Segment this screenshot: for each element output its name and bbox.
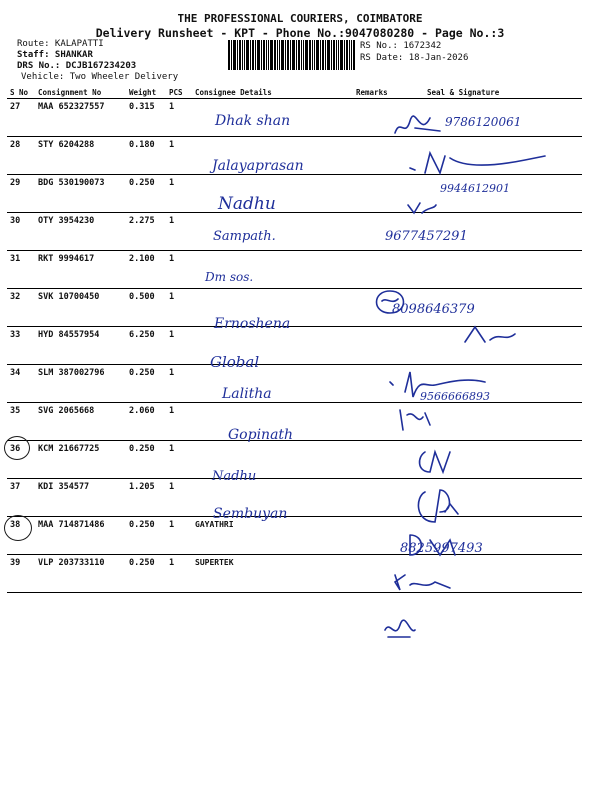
row-seal-signature [403,327,582,365]
handwritten-consignee-name: Nadhu [212,468,257,484]
document-title: THE PROFESSIONAL COURIERS, COIMBATORE [177,12,423,25]
row-consignee [192,175,353,213]
row-consignee [192,289,353,327]
row-pcs: 1 [166,441,192,479]
table-row [7,365,582,403]
row-weight: 0.315 [126,99,166,137]
row-remarks [353,175,403,213]
row-remarks [353,441,403,479]
row-sno: 31 [7,251,35,289]
table-row [7,403,582,441]
row-consignee [192,327,353,365]
row-weight: 2.275 [126,213,166,251]
row-weight: 0.250 [126,365,166,403]
row-consignee [192,365,353,403]
barcode-icon [228,40,355,70]
row-seal-signature [403,289,582,327]
row-consignment-no: STY 6204288 [35,137,126,175]
handwritten-consignee-name: Ernoshena [214,315,291,332]
row-seal-signature [403,441,582,479]
row-weight: 2.060 [126,403,166,441]
table-row [7,517,582,555]
handwritten-consignee-name: Gopinath [228,427,294,444]
row-pcs: 1 [166,175,192,213]
row-remarks [353,99,403,137]
table-row [7,251,582,289]
row-sno: 36 [7,441,35,479]
row-seal-signature [403,99,582,137]
handwritten-phone-number: 9944612901 [440,181,510,195]
row-seal-signature [403,251,582,289]
col-header-consignment: Consignment No [35,87,126,99]
row-consignment-no: SVG 2065668 [35,403,126,441]
row-weight: 0.250 [126,175,166,213]
row-sno: 38 [7,517,35,555]
table-row [7,99,582,137]
row-remarks [353,289,403,327]
row-remarks [353,327,403,365]
row-sno: 33 [7,327,35,365]
row-pcs: 1 [166,99,192,137]
row-sno: 35 [7,403,35,441]
row-seal-signature [403,403,582,441]
row-sno: 32 [7,289,35,327]
drs-label: DRS No.: DCJB167234203 [17,61,137,71]
row-weight: 0.500 [126,289,166,327]
signature-icon [380,615,420,645]
row-consignment-no: KCM 21667725 [35,441,126,479]
row-weight: 6.250 [126,327,166,365]
row-pcs: 1 [166,555,192,593]
row-weight: 0.250 [126,555,166,593]
table-row [7,137,582,175]
handwritten-phone-number: 9677457291 [385,228,468,244]
row-consignee [192,403,353,444]
row-consignment-no: VLP 203733110 [35,555,126,593]
handwritten-consignee-name: Sembuyan [213,506,288,522]
row-pcs: 1 [166,403,192,441]
document-subtitle: Delivery Runsheet - KPT - Phone No.:9047080280 - Page No.:3 [95,26,505,40]
handwritten-consignee-name: Jalayaprasan [212,158,304,175]
handwritten-phone-number: 8825997493 [400,541,483,557]
runsheet-table [7,87,582,593]
table-row [7,479,582,517]
row-weight: 1.205 [126,479,166,517]
row-consignee [192,137,353,175]
col-header-seal: Seal & Signature [403,87,582,99]
table-row [7,327,582,365]
row-seal-signature [403,137,582,175]
row-remarks [353,365,403,403]
row-pcs: 1 [166,213,192,251]
row-remarks [353,137,403,175]
row-weight: 2.100 [126,251,166,289]
col-header-sno: S No [7,87,35,99]
table-row [7,555,582,593]
row-remarks [353,251,403,289]
row-seal-signature [403,517,582,555]
row-seal-signature [403,175,582,213]
row-consignee: SUPERTEK [192,555,353,593]
row-consignee [192,251,353,289]
row-consignee [192,441,353,479]
row-consignee: GAYATHRI [192,517,353,555]
col-header-remarks: Remarks [353,87,403,99]
row-sno: 27 [7,99,35,137]
row-sno: 39 [7,555,35,593]
table-row [7,441,582,479]
row-seal-signature [403,479,582,517]
row-pcs: 1 [166,365,192,403]
row-consignment-no: SLM 387002796 [35,365,126,403]
row-remarks [353,403,403,441]
vehicle-label: Vehicle: Two Wheeler Delivery [21,72,179,82]
row-sno: 28 [7,137,35,175]
table-header-row [7,87,582,99]
row-consignment-no: BDG 530190073 [35,175,126,213]
handwritten-consignee-name: Global [210,352,260,371]
row-consignment-no: KDI 354577 [35,479,126,517]
row-consignee [192,99,353,137]
row-remarks [353,213,403,251]
rs-date: RS Date: 18-Jan-2026 [360,53,469,63]
row-seal-signature [403,555,582,593]
handwritten-consignee-name: Sampath. [213,228,276,244]
row-sno: 29 [7,175,35,213]
row-consignee [192,213,353,251]
table-row [7,175,582,213]
rs-number: RS No.: 1672342 [360,41,442,51]
row-consignment-no: MAA 714871486 [35,517,126,555]
staff-label: Staff: SHANKAR [17,50,93,60]
table-row [7,213,582,251]
row-weight: 0.250 [126,441,166,479]
row-pcs: 1 [166,327,192,365]
table-row [7,289,582,327]
row-consignment-no: RKT 9994617 [35,251,126,289]
row-weight: 0.250 [126,517,166,555]
row-consignment-no: OTY 3954230 [35,213,126,251]
row-sno: 30 [7,213,35,251]
row-pcs: 1 [166,479,192,517]
handwritten-phone-number: 9786120061 [445,115,522,129]
row-consignment-no: MAA 652327557 [35,99,126,137]
row-remarks [353,517,403,555]
row-pcs: 1 [166,137,192,175]
row-sno: 34 [7,365,35,403]
handwritten-phone-number: 8098646379 [392,301,475,317]
row-weight: 0.180 [126,137,166,175]
row-remarks [353,555,403,593]
handwritten-consignee-name: Dm sos. [205,270,254,285]
route-label: Route: KALAPATTI [17,39,104,49]
row-pcs: 1 [166,289,192,327]
row-sno: 37 [7,479,35,517]
row-pcs: 1 [166,517,192,555]
col-header-weight: Weight [126,87,166,99]
row-pcs: 1 [166,251,192,289]
row-consignment-no: SVK 10700450 [35,289,126,327]
handwritten-consignee-name: Nadhu [218,193,276,214]
handwritten-consignee-name: Dhak shan [215,113,291,129]
col-header-consignee: Consignee Details [192,87,353,99]
handwritten-phone-number: 9566666893 [420,390,490,404]
row-seal-signature [403,365,582,403]
col-header-pcs: PCS [166,87,192,99]
handwritten-consignee-name: Lalitha [222,386,272,403]
row-remarks [353,479,403,517]
row-consignment-no: HYD 84557954 [35,327,126,365]
row-consignee [192,479,353,517]
row-seal-signature [403,213,582,251]
